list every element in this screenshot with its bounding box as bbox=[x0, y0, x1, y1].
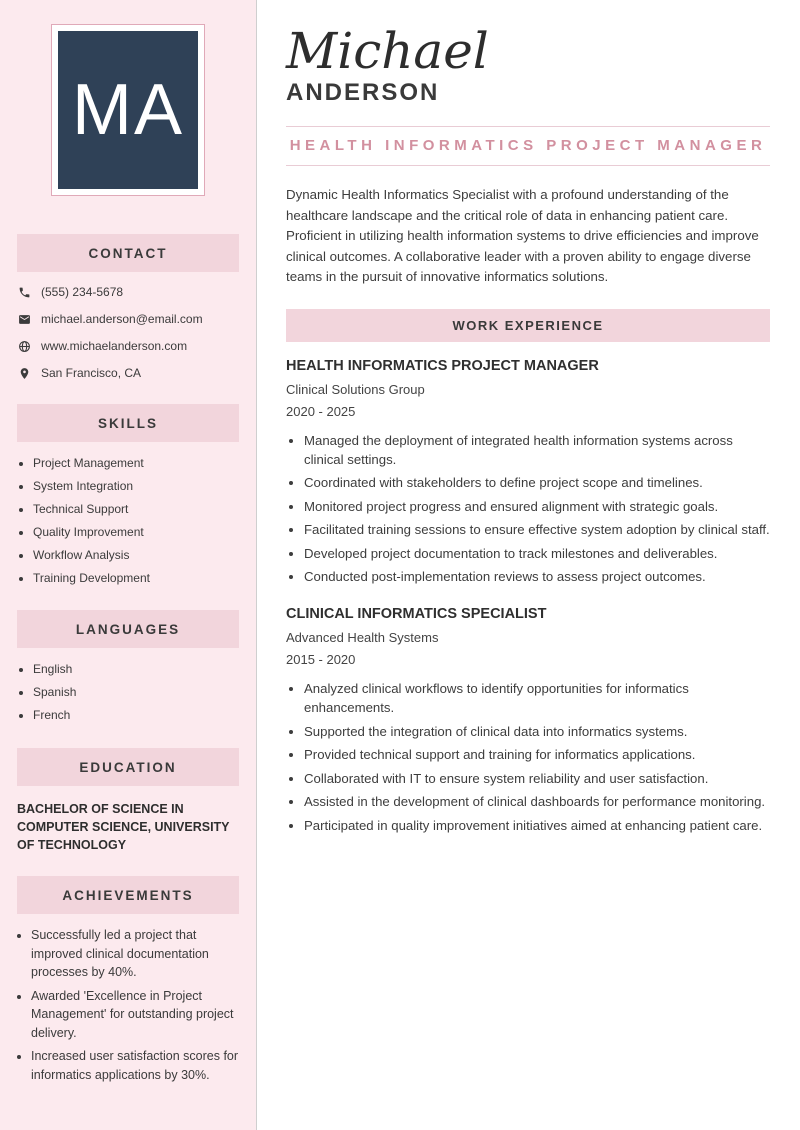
job-bullet: • Conducted post-implementation reviews to assess project outcomes. bbox=[304, 567, 770, 586]
job-bullet: • Facilitated training sessions to ensure effective system adoption by clinical staff. bbox=[304, 520, 770, 539]
contact-list bbox=[17, 285, 239, 380]
contact-item-phone bbox=[17, 285, 239, 299]
language-item: • Spanish bbox=[33, 685, 239, 699]
avatar-initials: MA bbox=[58, 31, 198, 189]
job-entry-company: Clinical Solutions Group bbox=[286, 381, 425, 397]
education-degree: BACHELOR OF SCIENCE IN COMPUTER SCIENCE, UNIVERSITY OF TECHNOLOGY bbox=[17, 802, 230, 852]
job-entry-title: HEALTH INFORMATICS PROJECT MANAGER bbox=[286, 357, 599, 374]
job-bullet-list bbox=[304, 679, 770, 835]
job-title-band bbox=[286, 126, 770, 166]
skill-item: • Workflow Analysis bbox=[33, 548, 239, 562]
location-pin-icon bbox=[17, 367, 31, 380]
languages-heading: LANGUAGES bbox=[17, 610, 239, 648]
contact-website-text: www.michaelanderson.com bbox=[41, 339, 188, 353]
job-entry-dates: 2020 - 2025 bbox=[286, 403, 356, 419]
contact-heading: CONTACT bbox=[17, 234, 239, 272]
job-bullet: • Supported the integration of clinical data into informatics systems. bbox=[304, 722, 770, 741]
name-header bbox=[286, 22, 770, 106]
first-name: Michael bbox=[286, 22, 489, 80]
contact-item-email bbox=[17, 312, 239, 326]
job-bullet: • Participated in quality improvement initiatives aimed at enhancing patient care. bbox=[304, 816, 770, 835]
work-experience-heading: WORK EXPERIENCE bbox=[286, 309, 770, 342]
job-entry bbox=[286, 358, 770, 587]
job-bullet: • Developed project documentation to track milestones and deliverables. bbox=[304, 544, 770, 563]
professional-summary: Dynamic Health Informatics Specialist with a profound understanding of the healthcare landscape and the critical role of data in enhancing patient care. Proficient in utilizing health information systems to drive efficiencies and improve clinical outcomes. A collaborative leader with a proven ability to engage diverse teams in the pursuit of innovative informatics solutions. bbox=[286, 187, 759, 284]
education-heading: EDUCATION bbox=[17, 748, 239, 786]
skills-heading: SKILLS bbox=[17, 404, 239, 442]
skill-item: • Quality Improvement bbox=[33, 525, 239, 539]
achievement-item: • Awarded 'Excellence in Project Management' for outstanding project delivery. bbox=[31, 987, 239, 1043]
last-name: ANDERSON bbox=[286, 79, 440, 106]
avatar bbox=[51, 24, 205, 196]
skill-item: • Training Development bbox=[33, 571, 239, 585]
language-item: • French bbox=[33, 708, 239, 722]
contact-location-text: San Francisco, CA bbox=[41, 366, 142, 380]
job-bullet: • Managed the deployment of integrated health information systems across clinical settings. bbox=[304, 431, 770, 469]
job-entry-dates: 2015 - 2020 bbox=[286, 652, 356, 667]
achievement-item: • Successfully led a project that improved clinical documentation processes by 40%. bbox=[31, 926, 239, 982]
job-bullet: • Collaborated with IT to ensure system reliability and user satisfaction. bbox=[304, 769, 770, 788]
job-entry-title: CLINICAL INFORMATICS SPECIALIST bbox=[286, 606, 547, 622]
contact-phone-text: (555) 234-5678 bbox=[41, 285, 124, 299]
job-entry bbox=[286, 606, 770, 835]
job-bullet: • Monitored project progress and ensured alignment with strategic goals. bbox=[304, 497, 770, 516]
skill-item: • System Integration bbox=[33, 479, 239, 493]
job-entry-company: Advanced Health Systems bbox=[286, 630, 439, 645]
job-bullet: • Provided technical support and training for informatics applications. bbox=[304, 745, 770, 764]
job-bullet: • Coordinated with stakeholders to define project scope and timelines. bbox=[304, 473, 770, 492]
phone-icon bbox=[17, 286, 31, 299]
globe-icon bbox=[17, 340, 31, 353]
main-content bbox=[257, 0, 800, 1130]
email-icon bbox=[17, 313, 31, 326]
achievement-item: • Increased user satisfaction scores for informatics applications by 30%. bbox=[31, 1047, 239, 1084]
job-bullet: • Analyzed clinical workflows to identify opportunities for informatics enhancements. bbox=[304, 679, 770, 717]
achievements-heading: ACHIEVEMENTS bbox=[17, 876, 239, 914]
job-bullet-list bbox=[304, 431, 770, 587]
language-item: • English bbox=[33, 662, 239, 676]
sidebar bbox=[0, 0, 257, 1130]
languages-list bbox=[33, 662, 239, 722]
skill-item: • Project Management bbox=[33, 456, 239, 470]
skill-item: • Technical Support bbox=[33, 502, 239, 516]
job-bullet: • Assisted in the development of clinical dashboards for performance monitoring. bbox=[304, 792, 770, 811]
contact-item-location bbox=[17, 366, 239, 380]
contact-email-text: michael.anderson@email.com bbox=[41, 312, 203, 326]
divider bbox=[286, 165, 770, 166]
achievements-list bbox=[31, 926, 239, 1084]
skills-list bbox=[33, 456, 239, 585]
job-title: HEALTH INFORMATICS PROJECT MANAGER bbox=[289, 137, 767, 154]
contact-item-website bbox=[17, 339, 239, 353]
